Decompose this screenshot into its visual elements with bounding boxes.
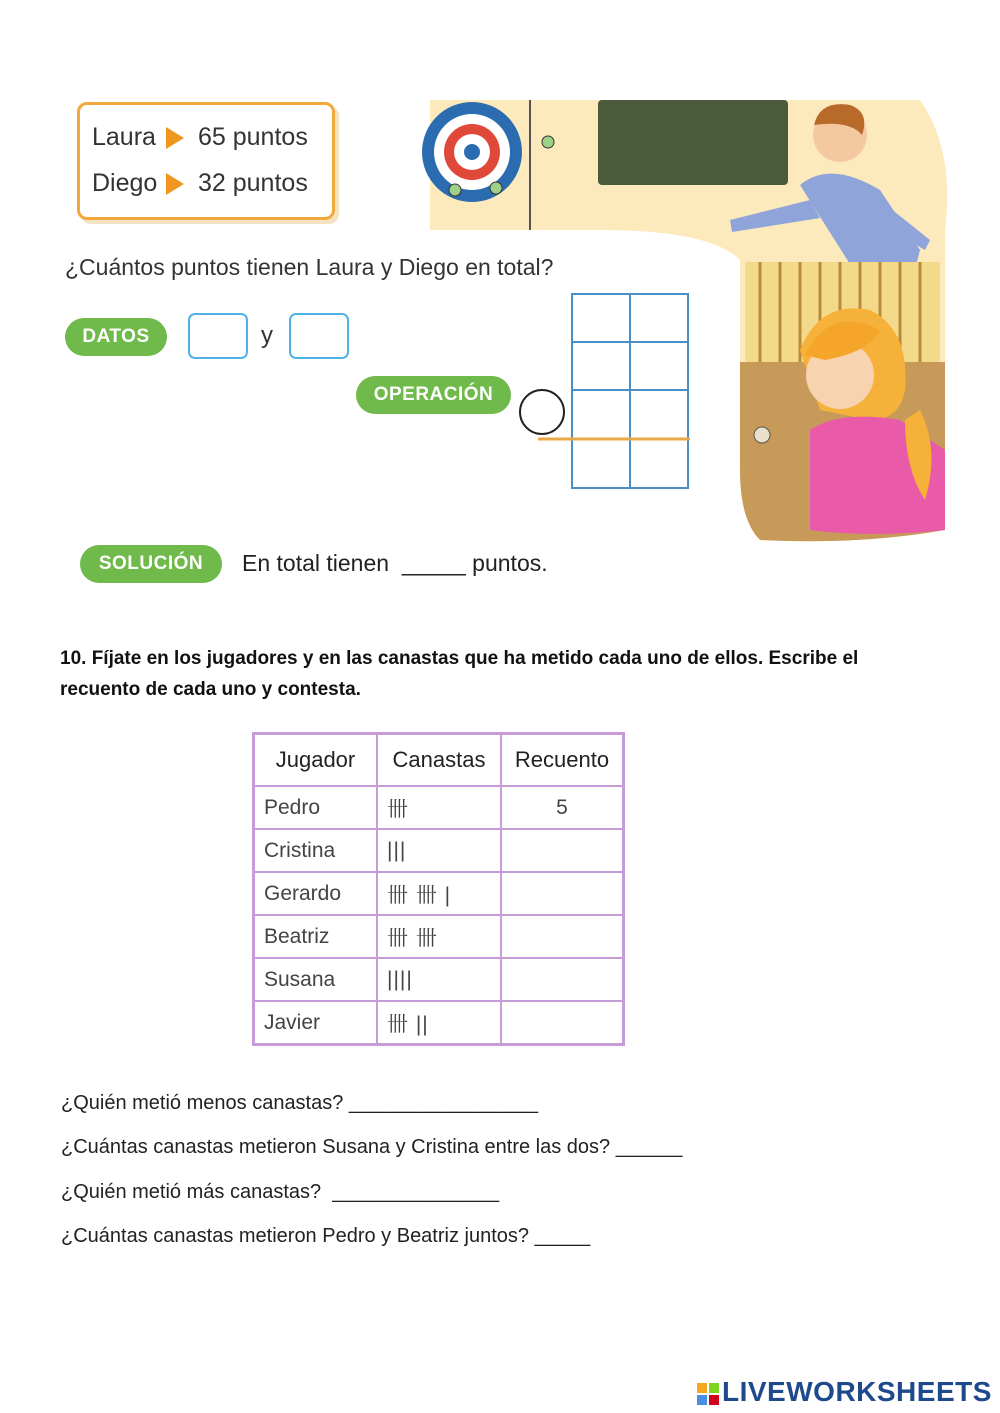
question-3[interactable]: ¿Quién metió más canastas? _______________	[61, 1181, 500, 1203]
datos-input-1[interactable]	[188, 313, 248, 359]
count-cell[interactable]	[501, 1001, 624, 1045]
question-4[interactable]: ¿Cuántas canastas metieron Pedro y Beatriz juntos? _____	[61, 1225, 591, 1247]
table-header-row	[254, 734, 624, 787]
liveworksheets-logo-icon	[697, 1383, 719, 1405]
tally-cell: 卌 卌 |	[377, 872, 501, 915]
liveworksheets-logo	[697, 1376, 992, 1408]
table-row	[254, 1001, 624, 1045]
count-cell[interactable]	[501, 872, 624, 915]
question-2[interactable]: ¿Cuántas canastas metieron Susana y Cristina entre las dos? ______	[61, 1136, 683, 1158]
column-header: Jugador	[254, 734, 378, 787]
table-row	[254, 872, 624, 915]
tally-cell: 卌	[377, 786, 501, 829]
column-header: Recuento	[501, 734, 624, 787]
tally-cell: 卌 卌	[377, 915, 501, 958]
question-1[interactable]: ¿Quién metió menos canastas? _________________	[61, 1092, 539, 1114]
player-name: Diego	[92, 169, 158, 197]
dartboard-icon	[422, 102, 522, 202]
connector-y: y	[261, 322, 273, 349]
operacion-label: OPERACIÓN	[356, 376, 511, 414]
score-row-laura	[92, 123, 308, 152]
exercise-10-instruction: 10. Fíjate en los jugadores y en las canastas que ha metido cada uno de ellos. Escribe el recuento de cada uno y contesta.	[60, 648, 859, 700]
count-cell[interactable]	[501, 915, 624, 958]
count-cell[interactable]	[501, 958, 624, 1001]
solucion-label: SOLUCIÓN	[80, 545, 222, 583]
count-cell[interactable]: 5	[501, 786, 624, 829]
logo-text: LIVEWORKSHEETS	[722, 1376, 992, 1407]
player-name: Laura	[92, 123, 156, 151]
player-cell: Pedro	[254, 786, 378, 829]
operation-grid	[538, 292, 690, 492]
player-cell: Beatriz	[254, 915, 378, 958]
tally-cell: |||	[377, 829, 501, 872]
tally-cell: ||||	[377, 958, 501, 1001]
tally-cell: 卌 ||	[377, 1001, 501, 1045]
table-row	[254, 915, 624, 958]
column-header: Canastas	[377, 734, 501, 787]
solution-sentence: En total tienen _____ puntos.	[242, 550, 548, 576]
arrow-right-icon	[166, 173, 184, 195]
count-cell[interactable]	[501, 829, 624, 872]
score-row-diego	[92, 169, 308, 198]
player-cell: Cristina	[254, 829, 378, 872]
table-row	[254, 829, 624, 872]
datos-input-2[interactable]	[289, 313, 349, 359]
score-box	[77, 102, 335, 220]
tally-table	[252, 732, 625, 1046]
player-cell: Susana	[254, 958, 378, 1001]
datos-label: DATOS	[65, 318, 167, 356]
chalkboard	[598, 100, 788, 185]
arrow-right-icon	[166, 127, 184, 149]
player-cell: Gerardo	[254, 872, 378, 915]
player-cell: Javier	[254, 1001, 378, 1045]
problem-question: ¿Cuántos puntos tienen Laura y Diego en total?	[65, 254, 554, 280]
table-row	[254, 958, 624, 1001]
player-points: 65 puntos	[198, 123, 308, 151]
table-row	[254, 786, 624, 829]
player-points: 32 puntos	[198, 169, 308, 197]
